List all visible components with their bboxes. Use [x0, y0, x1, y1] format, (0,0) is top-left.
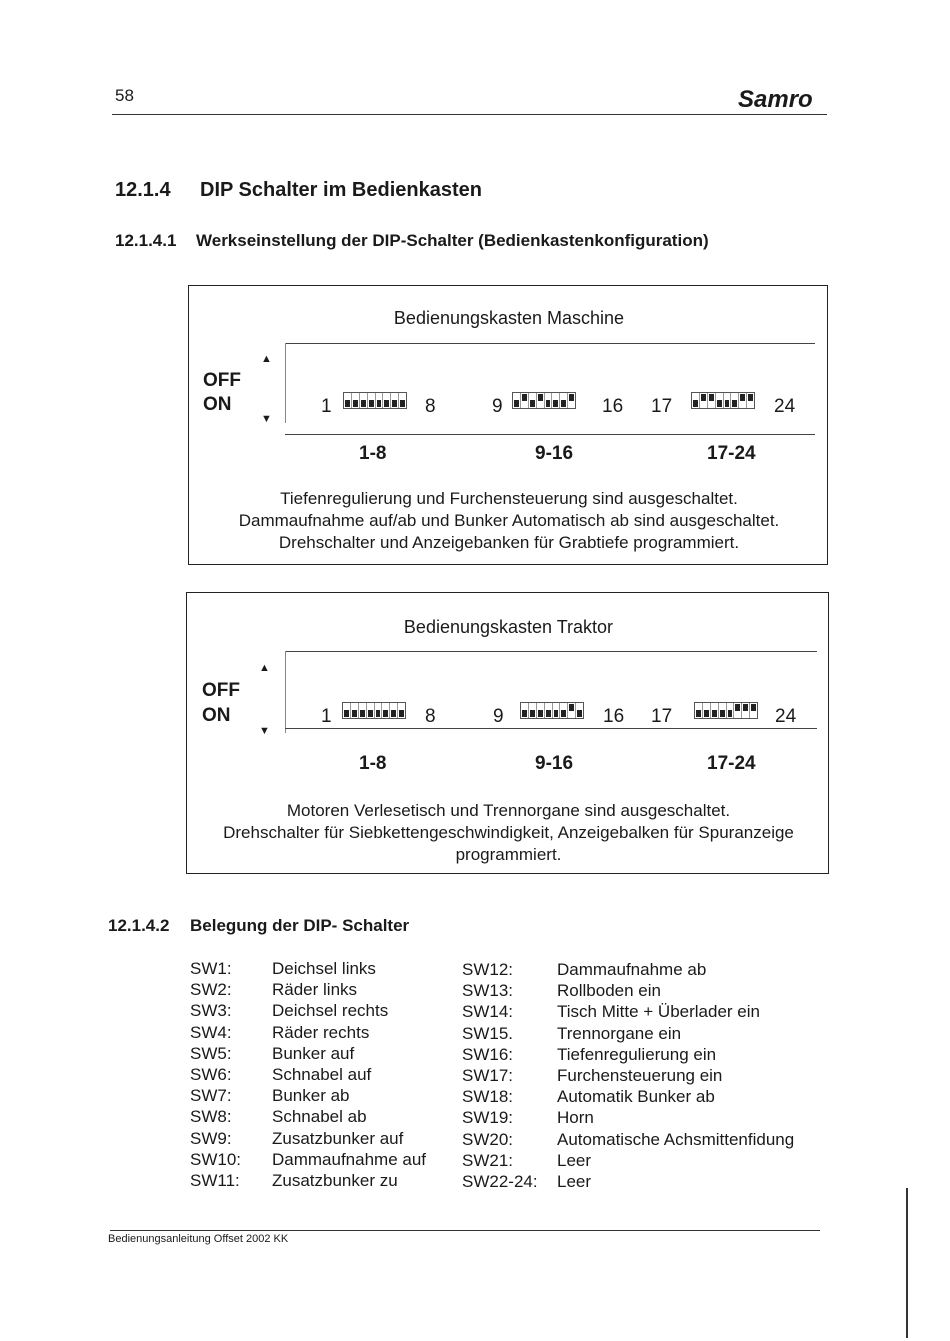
dip-toggle — [376, 393, 384, 408]
dip-toggle — [352, 393, 360, 408]
subsection1-title: Werkseinstellung der DIP-Schalter (Bedienkastenkonfiguration) — [196, 231, 709, 250]
range-end: 16 — [603, 706, 625, 727]
switch-function: Leer — [557, 1150, 592, 1170]
dip-switch-9-16 — [512, 392, 576, 409]
dip-toggle — [692, 393, 700, 408]
switch-function: Automatische Achsmittenfidung — [557, 1129, 795, 1149]
switch-function: Bunker ab — [272, 1086, 350, 1106]
footer-text: Bedienungsanleitung Offset 2002 KK — [108, 1233, 289, 1245]
description-line: Tiefenregulierung und Furchensteuerung sind ausgeschaltet. — [280, 489, 738, 508]
dip-box-tractor — [186, 592, 829, 874]
up-arrow-icon: ▲ — [259, 662, 270, 674]
group-label: 1-8 — [359, 443, 387, 464]
range-end: 8 — [425, 706, 436, 727]
description-line: Motoren Verlesetisch und Trennorgane sind ausgeschaltet. — [286, 801, 731, 820]
dip-toggle — [700, 393, 708, 408]
range-end: 24 — [775, 706, 797, 727]
switch-function: Zusatzbunker auf — [272, 1128, 404, 1148]
on-label: ON — [202, 705, 231, 726]
switch-function: Tisch Mitte + Überlader ein — [557, 1002, 760, 1022]
on-label: ON — [203, 394, 232, 415]
switch-id: SW16: — [462, 1044, 514, 1064]
dip-toggle — [731, 393, 739, 408]
description-line: Dammaufnahme auf/ab und Bunker Automatisch ab sind ausgeschaltet. — [238, 511, 780, 530]
switch-function: Dammaufnahme auf — [272, 1149, 427, 1169]
dip-switch-17-24 — [691, 392, 755, 409]
switch-function: Horn — [557, 1108, 594, 1128]
dip-toggle — [576, 703, 583, 718]
dip-toggle — [360, 393, 368, 408]
switch-id: SW4: — [190, 1022, 232, 1042]
dip-toggle — [537, 703, 545, 718]
subsection1-number: 12.1.4.1 — [115, 231, 177, 250]
dip-toggle — [521, 703, 529, 718]
switch-function: Rollboden ein — [557, 981, 661, 1001]
dip-toggle — [553, 703, 561, 718]
switch-id: SW15. — [462, 1023, 514, 1043]
off-label: OFF — [202, 680, 240, 701]
switch-function: Trennorgane ein — [557, 1023, 682, 1043]
dip-switch-1-8 — [342, 702, 406, 719]
dip-switch-1-8 — [343, 392, 407, 409]
dip-toggle — [382, 703, 390, 718]
dip-toggle — [343, 703, 351, 718]
dip-toggle — [399, 393, 406, 408]
dip-toggle — [375, 703, 383, 718]
dip-toggle — [560, 393, 568, 408]
dip-toggle — [560, 703, 568, 718]
dip-toggle — [703, 703, 711, 718]
dip-toggle — [383, 393, 391, 408]
box-title: Bedienungskasten Maschine — [393, 308, 625, 328]
range-start: 9 — [493, 706, 504, 727]
range-start: 1 — [321, 396, 332, 417]
up-arrow-icon: ▲ — [261, 353, 272, 365]
description-line: programmiert. — [455, 845, 562, 864]
range-end: 16 — [602, 396, 624, 417]
dip-toggle — [545, 703, 553, 718]
dip-box-machine — [188, 285, 828, 565]
dip-switch-17-24 — [694, 702, 758, 719]
page-number: 58 — [115, 86, 134, 105]
dip-toggle — [359, 703, 367, 718]
dip-toggle — [529, 393, 537, 408]
switch-function: Deichsel rechts — [272, 1001, 389, 1021]
header-rule — [112, 114, 827, 115]
switch-function: Räder links — [272, 980, 358, 1000]
switch-id: SW10: — [190, 1149, 242, 1169]
dip-toggle — [552, 393, 560, 408]
subsection2-title: Belegung der DIP- Schalter — [190, 916, 410, 935]
switch-function: Schnabel auf — [272, 1065, 372, 1084]
switch-id: SW22-24: — [462, 1172, 538, 1191]
switch-id: SW18: — [462, 1087, 514, 1107]
box-title: Bedienungskasten Traktor — [403, 617, 614, 637]
dip-toggle — [367, 703, 375, 718]
group-label: 1-8 — [359, 753, 387, 774]
dip-toggle — [739, 393, 747, 408]
off-label: OFF — [203, 370, 241, 391]
switch-function: Dammaufnahme ab — [557, 960, 707, 979]
section-number: 12.1.4 — [115, 179, 171, 201]
switch-function: Zusatzbunker zu — [272, 1171, 398, 1190]
group-label: 9-16 — [535, 753, 574, 774]
dip-toggle — [708, 393, 716, 408]
dip-switch-9-16 — [520, 702, 584, 719]
switch-id: SW9: — [190, 1128, 232, 1148]
switch-id: SW2: — [190, 980, 232, 1000]
dip-toggle — [568, 393, 575, 408]
dip-toggle — [719, 703, 727, 718]
dip-toggle — [727, 703, 735, 718]
brand-name: Samro — [738, 86, 813, 113]
dip-toggle — [695, 703, 703, 718]
dip-toggle — [368, 393, 376, 408]
dip-toggle — [734, 703, 742, 718]
page-edge-mark — [906, 1188, 908, 1338]
dip-toggle — [747, 393, 754, 408]
switch-id: SW13: — [462, 981, 514, 1001]
dip-toggle — [711, 703, 719, 718]
dip-toggle — [391, 393, 399, 408]
dip-toggle — [545, 393, 553, 408]
dip-toggle — [513, 393, 521, 408]
description-line: Drehschalter und Anzeigebanken für Grabtiefe programmiert. — [278, 533, 740, 552]
range-end: 24 — [774, 396, 796, 417]
switch-id: SW3: — [190, 1001, 232, 1021]
range-start: 9 — [492, 396, 503, 417]
switch-id: SW7: — [190, 1086, 232, 1106]
switch-id: SW21: — [462, 1150, 514, 1170]
switch-id: SW6: — [190, 1065, 232, 1084]
dip-toggle — [521, 393, 529, 408]
switch-id: SW19: — [462, 1108, 514, 1128]
down-arrow-icon: ▼ — [261, 413, 272, 425]
group-label: 17-24 — [707, 443, 756, 464]
dip-toggle — [742, 703, 750, 718]
switch-id: SW11: — [190, 1171, 240, 1190]
subsection2-number: 12.1.4.2 — [108, 916, 170, 935]
switch-function: Leer — [557, 1172, 592, 1191]
switch-id: SW17: — [462, 1066, 514, 1085]
dip-toggle — [716, 393, 724, 408]
switch-id: SW5: — [190, 1043, 232, 1063]
dip-toggle — [568, 703, 576, 718]
dip-toggle — [750, 703, 757, 718]
switch-function: Bunker auf — [272, 1043, 355, 1063]
group-label: 17-24 — [707, 753, 756, 774]
dip-toggle — [724, 393, 732, 408]
switch-id: SW12: — [462, 960, 514, 979]
switch-function: Tiefenregulierung ein — [557, 1044, 717, 1064]
footer-rule — [110, 1230, 820, 1231]
dip-toggle — [529, 703, 537, 718]
down-arrow-icon: ▼ — [259, 725, 270, 737]
range-end: 8 — [425, 396, 436, 417]
switch-function: Furchensteuerung ein — [557, 1066, 723, 1085]
section-title: DIP Schalter im Bedienkasten — [200, 179, 482, 201]
switch-function: Deichsel links — [272, 959, 376, 978]
switch-function: Schnabel ab — [272, 1107, 367, 1127]
switch-id: SW14: — [462, 1002, 514, 1022]
dip-toggle — [537, 393, 545, 408]
switch-id: SW20: — [462, 1129, 514, 1149]
dip-toggle — [351, 703, 359, 718]
range-start: 17 — [651, 706, 673, 727]
dip-toggle — [390, 703, 398, 718]
switch-function: Räder rechts — [272, 1022, 370, 1042]
range-start: 17 — [651, 396, 673, 417]
switch-id: SW8: — [190, 1107, 232, 1127]
range-start: 1 — [321, 706, 332, 727]
dip-toggle — [344, 393, 352, 408]
switch-id: SW1: — [190, 959, 232, 978]
description-line: Drehschalter für Siebkettengeschwindigkeit, Anzeigebalken für Spuranzeige — [223, 823, 794, 842]
switch-function: Automatik Bunker ab — [557, 1087, 715, 1107]
group-label: 9-16 — [535, 443, 574, 464]
dip-toggle — [398, 703, 405, 718]
